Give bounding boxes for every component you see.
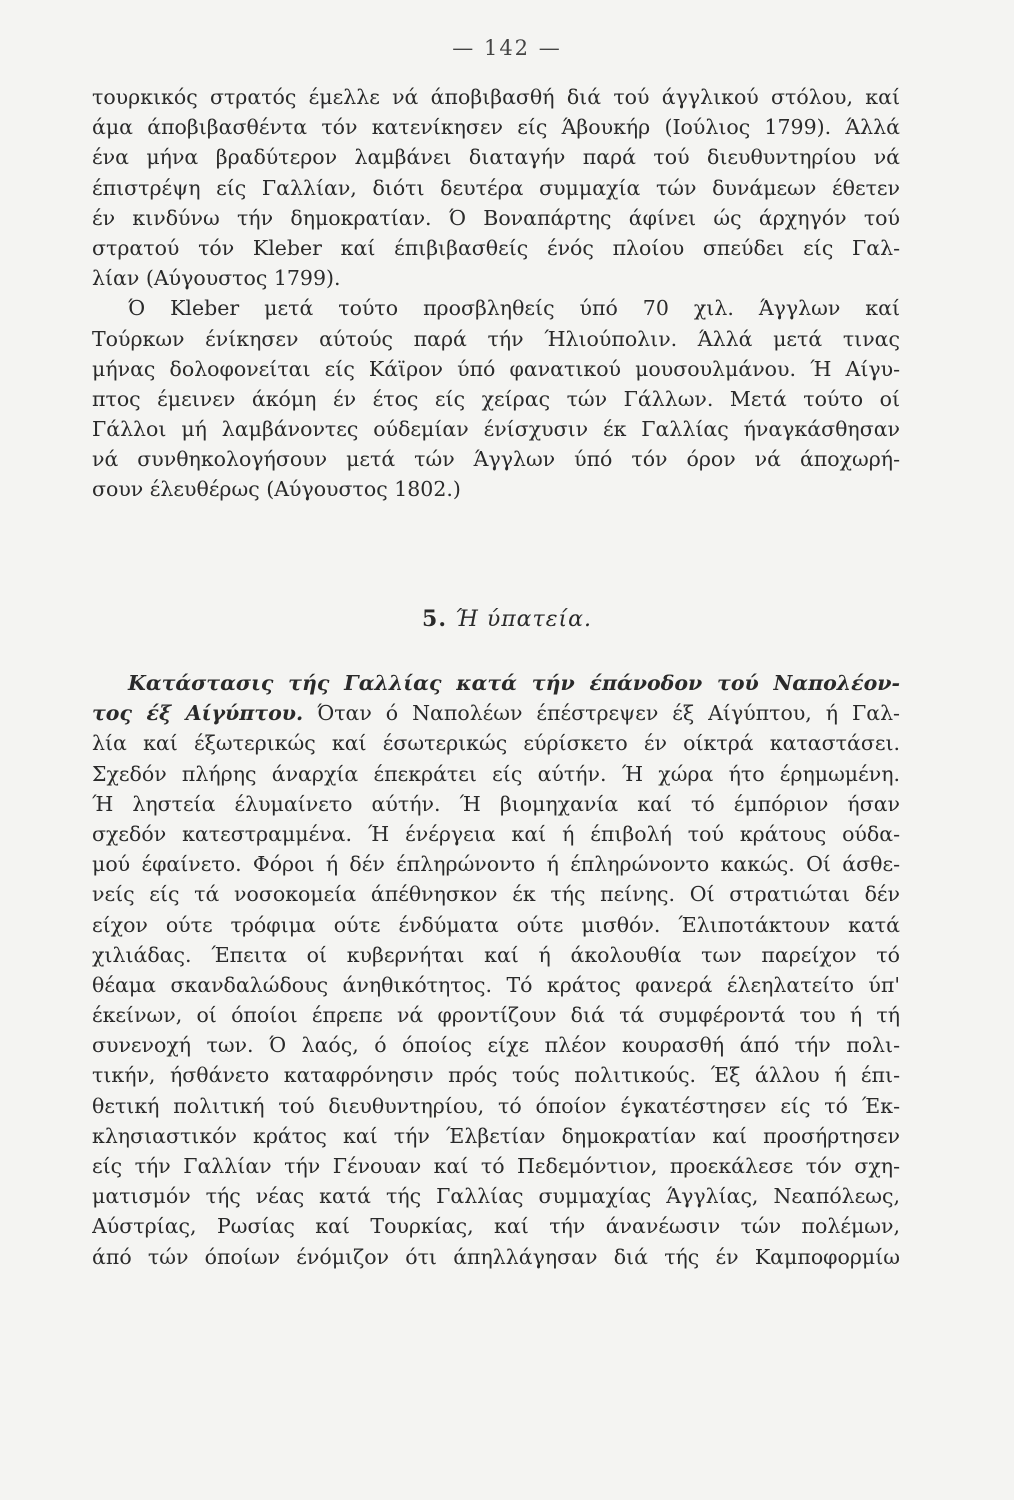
text-line: νείς είς τά νοσοκομεία άπέθνησκον έκ τής πείνης. Οί στρατιώται δέν: [92, 882, 900, 907]
text-line: συνενοχή των. Ό λαός, ό όποίος είχε πλέον κουρασθή άπό τήν πολι-: [92, 1033, 900, 1058]
text-line: ένα μήνα βραδύτερον λαμβάνει διαταγήν παρά τού διευθυντηρίου νά: [92, 145, 900, 170]
section-title: Ή ύπατεία.: [454, 607, 592, 632]
text-line-rest: Όταν ό Ναπολέων έπέστρεψεν έξ Αίγύπτου, ή Γαλ-: [317, 701, 900, 726]
text-line: μού έφαίνετο. Φόροι ή δέν έπληρώνοντο ή έπληρώνοντο κακώς. Οί άσθε-: [92, 852, 900, 877]
text-line: σουν έλευθέρως (Αύγουστος 1802.): [92, 477, 461, 502]
text-line: χιλιάδας. Έπειτα οί κυβερνήται καί ή άκολουθία των παρείχον τό: [92, 942, 900, 967]
text-line: πτος έμεινεν άκόμη έν έτος είς χείρας τών Γάλλων. Μετά τούτο οί: [92, 386, 900, 411]
section-number: 5.: [422, 606, 447, 632]
paragraph: [92, 293, 900, 504]
page-number: — 142 —: [452, 36, 562, 60]
text-line: θέαμα σκανδαλώδους άνηθικότητος. Τό κράτος φανερά έλεηλατείτο ύπ': [92, 972, 900, 997]
text-line: σχεδόν κατεστραμμένα. Ή ένέργεια καί ή έπιβολή τού κράτους ούδα-: [92, 821, 900, 846]
text-line: νά συνθηκολογήσουν μετά τών Άγγλων ύπό τόν όρον νά άποχωρή-: [92, 447, 900, 472]
text-block-top: [92, 82, 900, 505]
text-line: είχον ούτε τρόφιμα ούτε ένδύματα ούτε μισθόν. Έλιποτάκτουν κατά: [92, 912, 900, 937]
text-line: έπιστρέψη είς Γαλλίαν, διότι δευτέρα συμμαχία τών δυνάμεων έθετεν: [92, 175, 900, 200]
paragraph-title-end: τος έξ Αίγύπτου.: [92, 701, 304, 726]
text-line: Τούρκων ένίκησεν αύτούς παρά τήν Ήλιούπολιν. Άλλά μετά τινας: [92, 326, 900, 351]
text-line: θετική πολιτική τού διευθυντηρίου, τό όποίον έγκατέστησεν είς τό Έκ-: [92, 1093, 900, 1118]
text-line: [92, 698, 900, 728]
paragraph-title: Κατάστασις τής Γαλλίας κατά τήν έπάνοδον τού Ναπολέον-: [128, 671, 900, 695]
section-heading: [0, 606, 1014, 632]
paragraph: [92, 82, 900, 293]
text-block-main: [92, 668, 900, 1272]
text-line: Αύστρίας, Ρωσίας καί Τουρκίας, καί τήν άνανέωσιν τών πολέμων,: [92, 1214, 900, 1239]
text-line: Σχεδόν πλήρης άναρχία έπεκράτει είς αύτήν. Ή χώρα ήτο έρημωμένη.: [92, 761, 900, 786]
text-line: τουρκικός στρατός έμελλε νά άποβιβασθή διά τού άγγλικού στόλου, καί: [92, 85, 900, 109]
text-line: άπό τών όποίων ένόμιζον ότι άπηλλάγησαν διά τής έν Καμποφορμίω: [92, 1244, 900, 1269]
text-line: άμα άποβιβασθέντα τόν κατενίκησεν είς Άβουκήρ (Ιούλιος 1799). Άλλά: [92, 115, 900, 140]
text-line: έκείνων, οί όποίοι έπρεπε νά φροντίζουν διά τά συμφέροντά του ή τή: [92, 1003, 900, 1028]
text-line: στρατού τόν Kleber καί έπιβιβασθείς ένός πλοίου σπεύδει είς Γαλ-: [92, 235, 900, 260]
text-line: λία καί έξωτερικώς καί έσωτερικώς εύρίσκετο έν οίκτρά καταστάσει.: [92, 731, 900, 756]
text-line: Ή ληστεία έλυμαίνετο αύτήν. Ή βιομηχανία καί τό έμπόριον ήσαν: [92, 791, 900, 816]
text-line: ματισμόν τής νέας κατά τής Γαλλίας συμμαχίας Άγγλίας, Νεαπόλεως,: [92, 1184, 900, 1209]
text-line: έν κινδύνω τήν δημοκρατίαν. Ό Βοναπάρτης άφίνει ώς άρχηγόν τού: [92, 205, 900, 230]
text-line: κλησιαστικόν κράτος καί τήν Έλβετίαν δημοκρατίαν καί προσήρτησεν: [92, 1123, 900, 1148]
text-line: Γάλλοι μή λαμβάνοντες ούδεμίαν ένίσχυσιν έκ Γαλλίας ήναγκάσθησαν: [92, 417, 900, 442]
text-line: είς τήν Γαλλίαν τήν Γένουαν καί τό Πεδεμόντιον, προεκάλεσε τόν σχη-: [92, 1154, 900, 1178]
text-line: Ό Kleber μετά τούτο προσβληθείς ύπό 70 χιλ. Άγγλων καί: [128, 296, 900, 321]
text-line: μήνας δολοφονείται είς Κάϊρον ύπό φανατικού μουσουλμάνου. Ή Αίγυ-: [92, 356, 900, 381]
text-line: λίαν (Αύγουστος 1799).: [92, 266, 341, 291]
text-line: τικήν, ήσθάνετο καταφρόνησιν πρός τούς πολιτικούς. Έξ άλλου ή έπι-: [92, 1063, 900, 1088]
